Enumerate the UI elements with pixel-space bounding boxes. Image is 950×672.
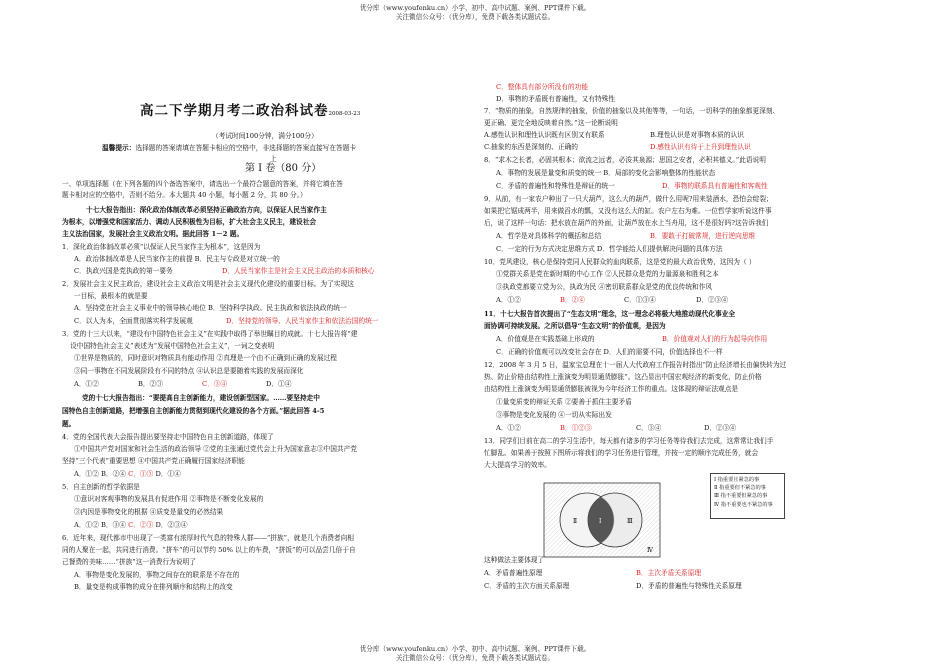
q5-options-ab: A．①② B．③④ [74,521,129,529]
question-8: 8．“求木之长者，必固其根本；欲流之远者，必浚其泉源；思国之安者，必积其德义。”此语说明 [484,156,766,164]
question-9c: 后，说了这样一句话：把水放在葫芦的外面，让葫芦放在水上当舟用，这不是很好吗?这告诉我们 [484,219,769,227]
legend-item-4: Ⅳ 指不重要也不紧急的事 [714,501,773,508]
q1-options-ab: A．政治体制改革是人民当家作主的前提 B．民主与专政是对立统一的 [74,255,280,263]
question-6c: 己餐费的美味……“拼族”这一消费行为说明了 [62,558,196,566]
question-6b: 同的人聚在一起，共同进行消费。“拼车”的可以节约 50% 以上的车费，“拼饭”的可以品尝几倍于自 [62,546,356,554]
q3-statements-1: ①世界是物质的，同时意识对物质具有能动作用 ②真理是一个由不正确到正确的发展过程 [74,354,337,362]
q10-statements-2: ③执政党都要立党为公，执政为民 ④密切联系群众是党的优良传统和作风 [496,283,713,291]
material-2b: 国特色自主创新道路，把增强自主创新能力贯彻到现代化建设的各个方面。”据此回答 4-5 [62,407,325,415]
q11-option-a: A．价值观是在实践基础上形成的 [496,335,595,343]
q6-option-a: A．事物是变化发展的，事物之间存在的联系是不存在的 [74,571,240,579]
q13-option-a: A．矛盾普遍性原理 [484,569,543,577]
exam-date: 2008-03-23 [328,111,361,117]
question-11b: 面协调可持续发展。之所以倡导“生态文明”的价值观，是因为 [484,322,666,330]
question-5: 5．自主创新的哲学依据是 [62,483,140,491]
q7-option-b: B.理性认识是对事物本质的认识 [650,131,744,139]
q9-option-b: B．要敢于打破常规，进行逆向思维 [650,232,756,240]
material-1c: 主义法治国家，发展社会主义政治文明。据此回答 1－2 题。 [62,230,244,238]
exam-title [140,103,361,120]
question-4: 4．党的全国代表大会报告提出要坚持走中国特色自主创新道路，体现了 [62,433,274,441]
q2-option-d: D．坚持党的领导、人民当家作主和依法治国的统一 [226,317,379,325]
q3-statements-2: ③同一事物在不同发展阶段有不同的特点 ④认识总是要随着实践的发展而深化 [74,367,304,375]
q7-option-a: A.感性认识和理性认识既有区别又有联系 [484,131,605,139]
material-2: 党的十七大报告指出：“要提高自主创新能力，建设创新型国家。……要坚持走中 [82,394,320,402]
page-header [0,4,950,22]
q6-option-c: C．整体具有部分所没有的功能 [496,83,589,91]
q9-option-a: A．哲学是对具体科学的概括和总结 [496,232,602,240]
q5-statements-1: ①意识对客观事物的发展具有促进作用 ②事物是不断变化发展的 [74,495,264,503]
q12-option-d: D．②③④ [704,424,737,432]
question-6: 6．近年来，现代都市中出现了一类富有浓厚时代气息的特殊人群——“拼族”，就是几个消费者向相 [62,534,354,542]
question-11: 11．十七大报告首次提出了“生态文明”理念，这一理念必将极大地推动现代化事业全 [484,310,736,318]
q10-option-d: D．②③④ [696,296,729,304]
question-7b: 更正确、更完全地反映着自然。”这一论断说明 [484,119,618,127]
section-title: 第 Ⅰ 卷（80 分） [245,163,322,174]
question-3: 3．党的十三大以来，“建设有中国特色社会主义”在实践中取得了举世瞩目的成就。十七大报告将“建 [62,330,358,338]
label-three: Ⅲ [627,518,633,525]
tip-label: 温馨提示： [102,144,136,152]
page-footer [0,645,950,663]
material-1b: 为根本，以增强党和国家活力、调动人民积极性为目标，扩大社会主义民主，建设社会 [62,218,317,226]
q3-option-a: A．①② [74,380,99,388]
question-1: 1．深化政治体制改革必须“以保证人民当家作主为根本”，这是因为 [62,243,261,251]
q1-option-c: C．执政兴国是党执政的第一要务 [74,267,173,275]
label-four: Ⅳ [647,547,653,554]
q12-statements-2: ③事物是变化发展的 ④一切从实际出发 [496,411,612,419]
q13-prompt: 这种做法主要体现了 [484,556,545,564]
tip-line [102,143,356,154]
question-10: 10．党风建设，核心是保持党同人民群众的血肉联系，这是党的最大政治优势，这因为（ ） [484,258,756,266]
question-7: 7．“物质的抽象，自然规律的抽象，价值的抽象以及其他等等，一句话，一切科学的抽象都更深刻、 [484,107,780,115]
q1-option-d: D．人民当家作主是社会主义民主政治的本质和核心 [222,267,375,275]
q12-option-a: A．①② [496,424,521,432]
tip-text: 选择题的答案请填在答题卡相应的空格中，非选择题的答案直接写在答题卡 [135,144,357,152]
header-line-2: 关注微信公众号：（优分库），免费下载各类试题试卷。 [395,13,555,21]
question-3b: 设中国特色社会主义”表述为“发展中国特色社会主义”，一词之变表明 [70,342,275,350]
q4-option-d: D．①④ [153,470,181,478]
legend-item-1: Ⅰ 指重要且紧急的事 [714,477,760,483]
q2-options-ab: A．坚持党在社会主义事业中的领导核心地位 B．坚持科学执政、民主执政和依法执政的统一 [74,304,347,312]
q9-options-cd: C．一定的行为方式决定思维方式 D．哲学能给人们提供解决问题的具体方法 [496,245,723,253]
question-9: 9．从前，有一家农户种出了一只大葫芦，这么大的葫芦，做什么用呢?用来装酒水，恐怕会绽裂； [484,195,773,203]
q11-option-b: B．价值观对人们的行为起导向作用 [662,335,768,343]
q10-option-a: A．①② [496,296,521,304]
question-12c: 由结构性上涨演变为明显通货膨胀被视为今年经济工作的重点。这体现的辩证法观点是 [484,385,739,393]
tip-text-2: 上 [270,155,277,163]
q12-option-b: B．①②③ [560,424,592,432]
q4-options-ab: A．①② B．②④ [74,470,129,478]
q4-options [74,469,181,480]
question-2: 2．发展社会主义民主政治，建设社会主义政治文明是社会主义现代化建设的重要目标。为了实现这 [62,280,354,288]
material-1: 十七大报告指出：深化政治体制改革必须坚持正确政治方向，以保证人民当家作主 [86,206,327,214]
q13-option-c: C．矛盾的主次方面关系原理 [484,582,570,590]
q12-statements-1: ①量变质变的辩证关系 ②要善于抓住主要矛盾 [496,398,632,406]
section-1-intro-2: 题卡相对应的空格中，否则不给分。本大题共 40 小题，每小题 2 分，共 80 分。） [62,191,307,199]
question-9b: 如果把它锯成两半，用来做舀水的瓢，又没有这么大的缸。农户左右为难。一位哲学家听说这件事 [484,207,772,215]
exam-title-text: 高二下学期月考二政治科试卷 [140,103,329,119]
q10-option-c: C．①③④ [624,296,656,304]
q4-statements-1: ①中国共产党对国家和社会生活的政治领导 ②党的主张通过党代会上升为国家意志③中国共产党 [74,445,357,453]
label-two: Ⅱ [573,518,578,525]
question-12: 12．2008 年 3 月 5 日，温家宝总理在十一届人大代政府工作报告时指出“防止经济增长由偏快转为过 [484,361,787,369]
question-2b: 一目标，最根本的就是要 [74,292,148,300]
footer-line-2: 关注微信公众号：（优分库），免费下载各类试题试卷。 [395,654,555,662]
question-12b: 热、防止价格由结构性上涨演变为明显通货膨胀”。这凸显出中国宏观经济的新变化，防止价格 [484,373,762,381]
q13-option-b: B．主次矛盾关系原理 [636,569,702,577]
exam-subtitle: （考试时间100分钟，满分100分） [212,132,318,140]
q2-option-c: C．以人为本，全面贯彻落实科学发展观 [74,317,193,325]
question-13b: 忙脚乱。如果善于按照下图所示将我们的学习任务进行管理，并按一定的顺序完成任务，就会 [484,449,759,457]
q4-statements-2: 坚持“三个代表”重要思想 ④中国共产党正确履行国家经济职能 [62,457,245,465]
q11-options-cd: C．正确的价值观可以改变社会存在 D．人们的需要不同，价值选择也不一样 [496,348,723,356]
question-13: 13．同学们目前在高二的学习生活中，每天都有诸多的学习任务等待我们去完成，这常常让我们手 [484,437,774,445]
q6-option-d: D．事物的矛盾既有普遍性，又有特殊性 [496,95,616,103]
label-one: Ⅰ [599,518,602,525]
q7-option-c: C.抽象的东西是深刻的、正确的 [484,143,578,151]
q5-option-d: D．②③④ [153,521,188,529]
material-2c: 题。 [62,420,76,428]
q4-option-c: C．①③ [128,470,154,478]
figure-legend [710,473,785,519]
question-13c: 大大提高学习的效率。 [484,461,551,469]
q10-option-b: B．②④ [560,296,585,304]
section-1-intro: 一、单项选择题（在下列各题的四个备选答案中，请选出一个最符合题意的答案，并将它填在答 [62,180,343,188]
q3-option-b: B．②③ [138,380,163,388]
header-line-1: 优分库（www.youfenku.cn）小学、初中、高中试题、案例、PPT课件下载。 [359,4,591,12]
q7-option-d: D.感性认识有待于上升到理性认识 [650,143,751,151]
legend-item-3: Ⅲ 指不重要但紧急的事 [714,493,768,500]
q5-statements-2: ③内因是事物变化的根据 ④质变是量变的必然结果 [74,508,224,516]
legend-item-2: Ⅱ 指重要但不紧急的事 [714,485,766,492]
q5-option-c: C．②③ [128,521,154,529]
q3-option-d: D．①④ [266,380,292,388]
q8-option-c: C．矛盾的普遍性和特殊性是辩证的统一 [496,182,615,190]
q6-option-b: B．量变是构成事物的成分在排列顺序和结构上的改变 [74,583,233,591]
q5-options [74,520,188,531]
task-quadrant-figure [543,482,661,558]
q12-option-c: C．③④ [636,424,662,432]
q10-statements-1: ①党群关系是党在新时期的中心工作 ②人民群众是党的力量源泉和胜利之本 [496,270,719,278]
q13-option-d: D．矛盾的普遍性与特殊性关系原理 [636,582,742,590]
q8-options-ab: A．事物的发展是量变和质变的统一 B．局部的变化会影响整体的性能状态 [496,169,716,177]
q3-option-c: C．③④ [202,380,228,388]
footer-line-1: 优分库（www.youfenku.cn）小学、初中、高中试题、案例、PPT课件下载。 [359,645,591,653]
q8-option-d: D．事物的联系具有普遍性和客观性 [662,182,768,190]
